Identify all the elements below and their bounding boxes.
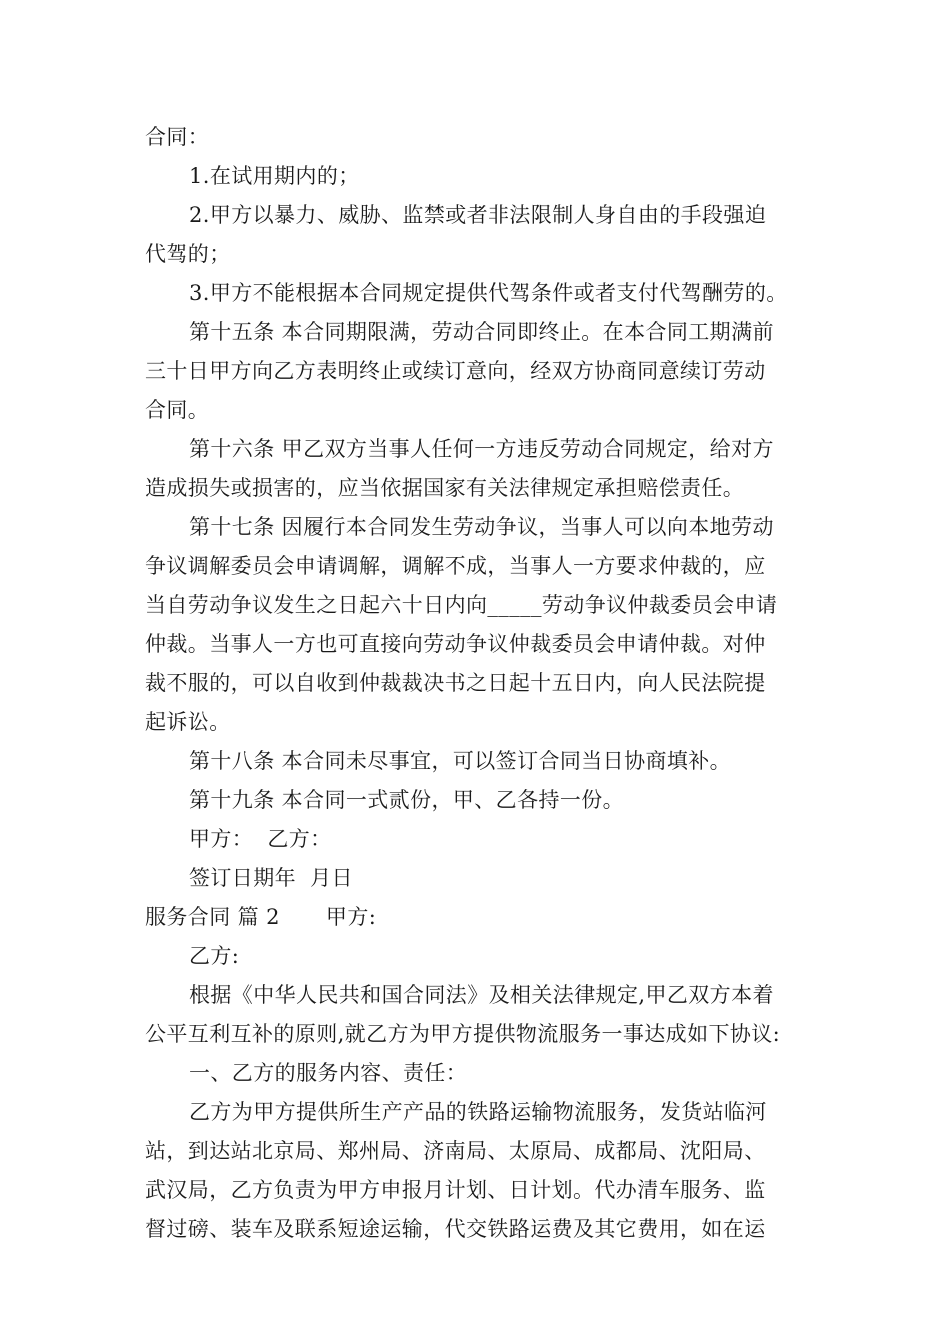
- signature-party-line: 甲方： 乙方：: [189, 827, 332, 851]
- paragraph-line: 代驾的；: [145, 242, 231, 266]
- paragraph-line: 1.在试用期内的；: [189, 164, 360, 188]
- paragraph-line: 乙方为甲方提供所生产产品的铁路运输物流服务，发货站临河: [189, 1100, 767, 1124]
- paragraph-line: 第十五条 本合同期限满，劳动合同即终止。在本合同工期满前: [189, 320, 774, 344]
- party-a-label: 甲方:: [325, 905, 377, 929]
- paragraph-line: 造成损失或损害的，应当依据国家有关法律规定承担赔偿责任。: [145, 476, 745, 500]
- clause-heading: 一、乙方的服务内容、责任：: [189, 1061, 468, 1085]
- paragraph-line: 根据《中华人民共和国合同法》及相关法律规定,甲乙双方本着: [189, 983, 774, 1007]
- paragraph-line: 裁不服的，可以自收到仲裁裁决书之日起十五日内，向人民法院提: [145, 671, 766, 695]
- paragraph-line: 2.甲方以暴力、威胁、监禁或者非法限制人身自由的手段强迫: [189, 203, 767, 227]
- party-b-label: 乙方:: [189, 944, 240, 968]
- paragraph-line: 3.甲方不能根据本合同规定提供代驾条件或者支付代驾酬劳的。: [189, 281, 788, 305]
- paragraph-line: 合同：: [145, 125, 210, 149]
- paragraph-line: 合同。: [145, 398, 210, 422]
- paragraph-line: 公平互利互补的原则,就乙方为甲方提供物流服务一事达成如下协议:: [145, 1022, 781, 1046]
- paragraph-line: 争议调解委员会申请调解，调解不成，当事人一方要求仲裁的，应: [145, 554, 766, 578]
- paragraph-line: 第十六条 甲乙双方当事人任何一方违反劳动合同规定，给对方: [189, 437, 774, 461]
- paragraph-line: 站，到达站北京局、郑州局、济南局、太原局、成都局、沈阳局、: [145, 1139, 766, 1163]
- signing-date-line: 签订日期年 月日: [189, 866, 353, 890]
- paragraph-line: 第十八条 本合同未尽事宜，可以签订合同当日协商填补。: [189, 749, 732, 773]
- document-body: [145, 118, 813, 1249]
- paragraph-line: 第十九条 本合同一式贰份，甲、乙各持一份。: [189, 788, 625, 812]
- paragraph-line: 当自劳动争议发生之日起六十日内向_____劳动争议仲裁委员会申请: [145, 593, 778, 617]
- paragraph-line: 第十七条 因履行本合同发生劳动争议，当事人可以向本地劳动: [189, 515, 774, 539]
- paragraph-line: 仲裁。当事人一方也可直接向劳动争议仲裁委员会申请仲裁。对仲: [145, 632, 766, 656]
- section-heading-line: [145, 898, 813, 937]
- paragraph-line: 三十日甲方向乙方表明终止或续订意向，经双方协商同意续订劳动: [145, 359, 766, 383]
- section-heading: 服务合同 篇 2: [145, 905, 280, 929]
- paragraph-line: 督过磅、装车及联系短途运输，代交铁路运费及其它费用，如在运: [145, 1217, 766, 1241]
- paragraph-line: 起诉讼。: [145, 710, 231, 734]
- paragraph-line: 武汉局，乙方负责为甲方申报月计划、日计划。代办清车服务、监: [145, 1178, 766, 1202]
